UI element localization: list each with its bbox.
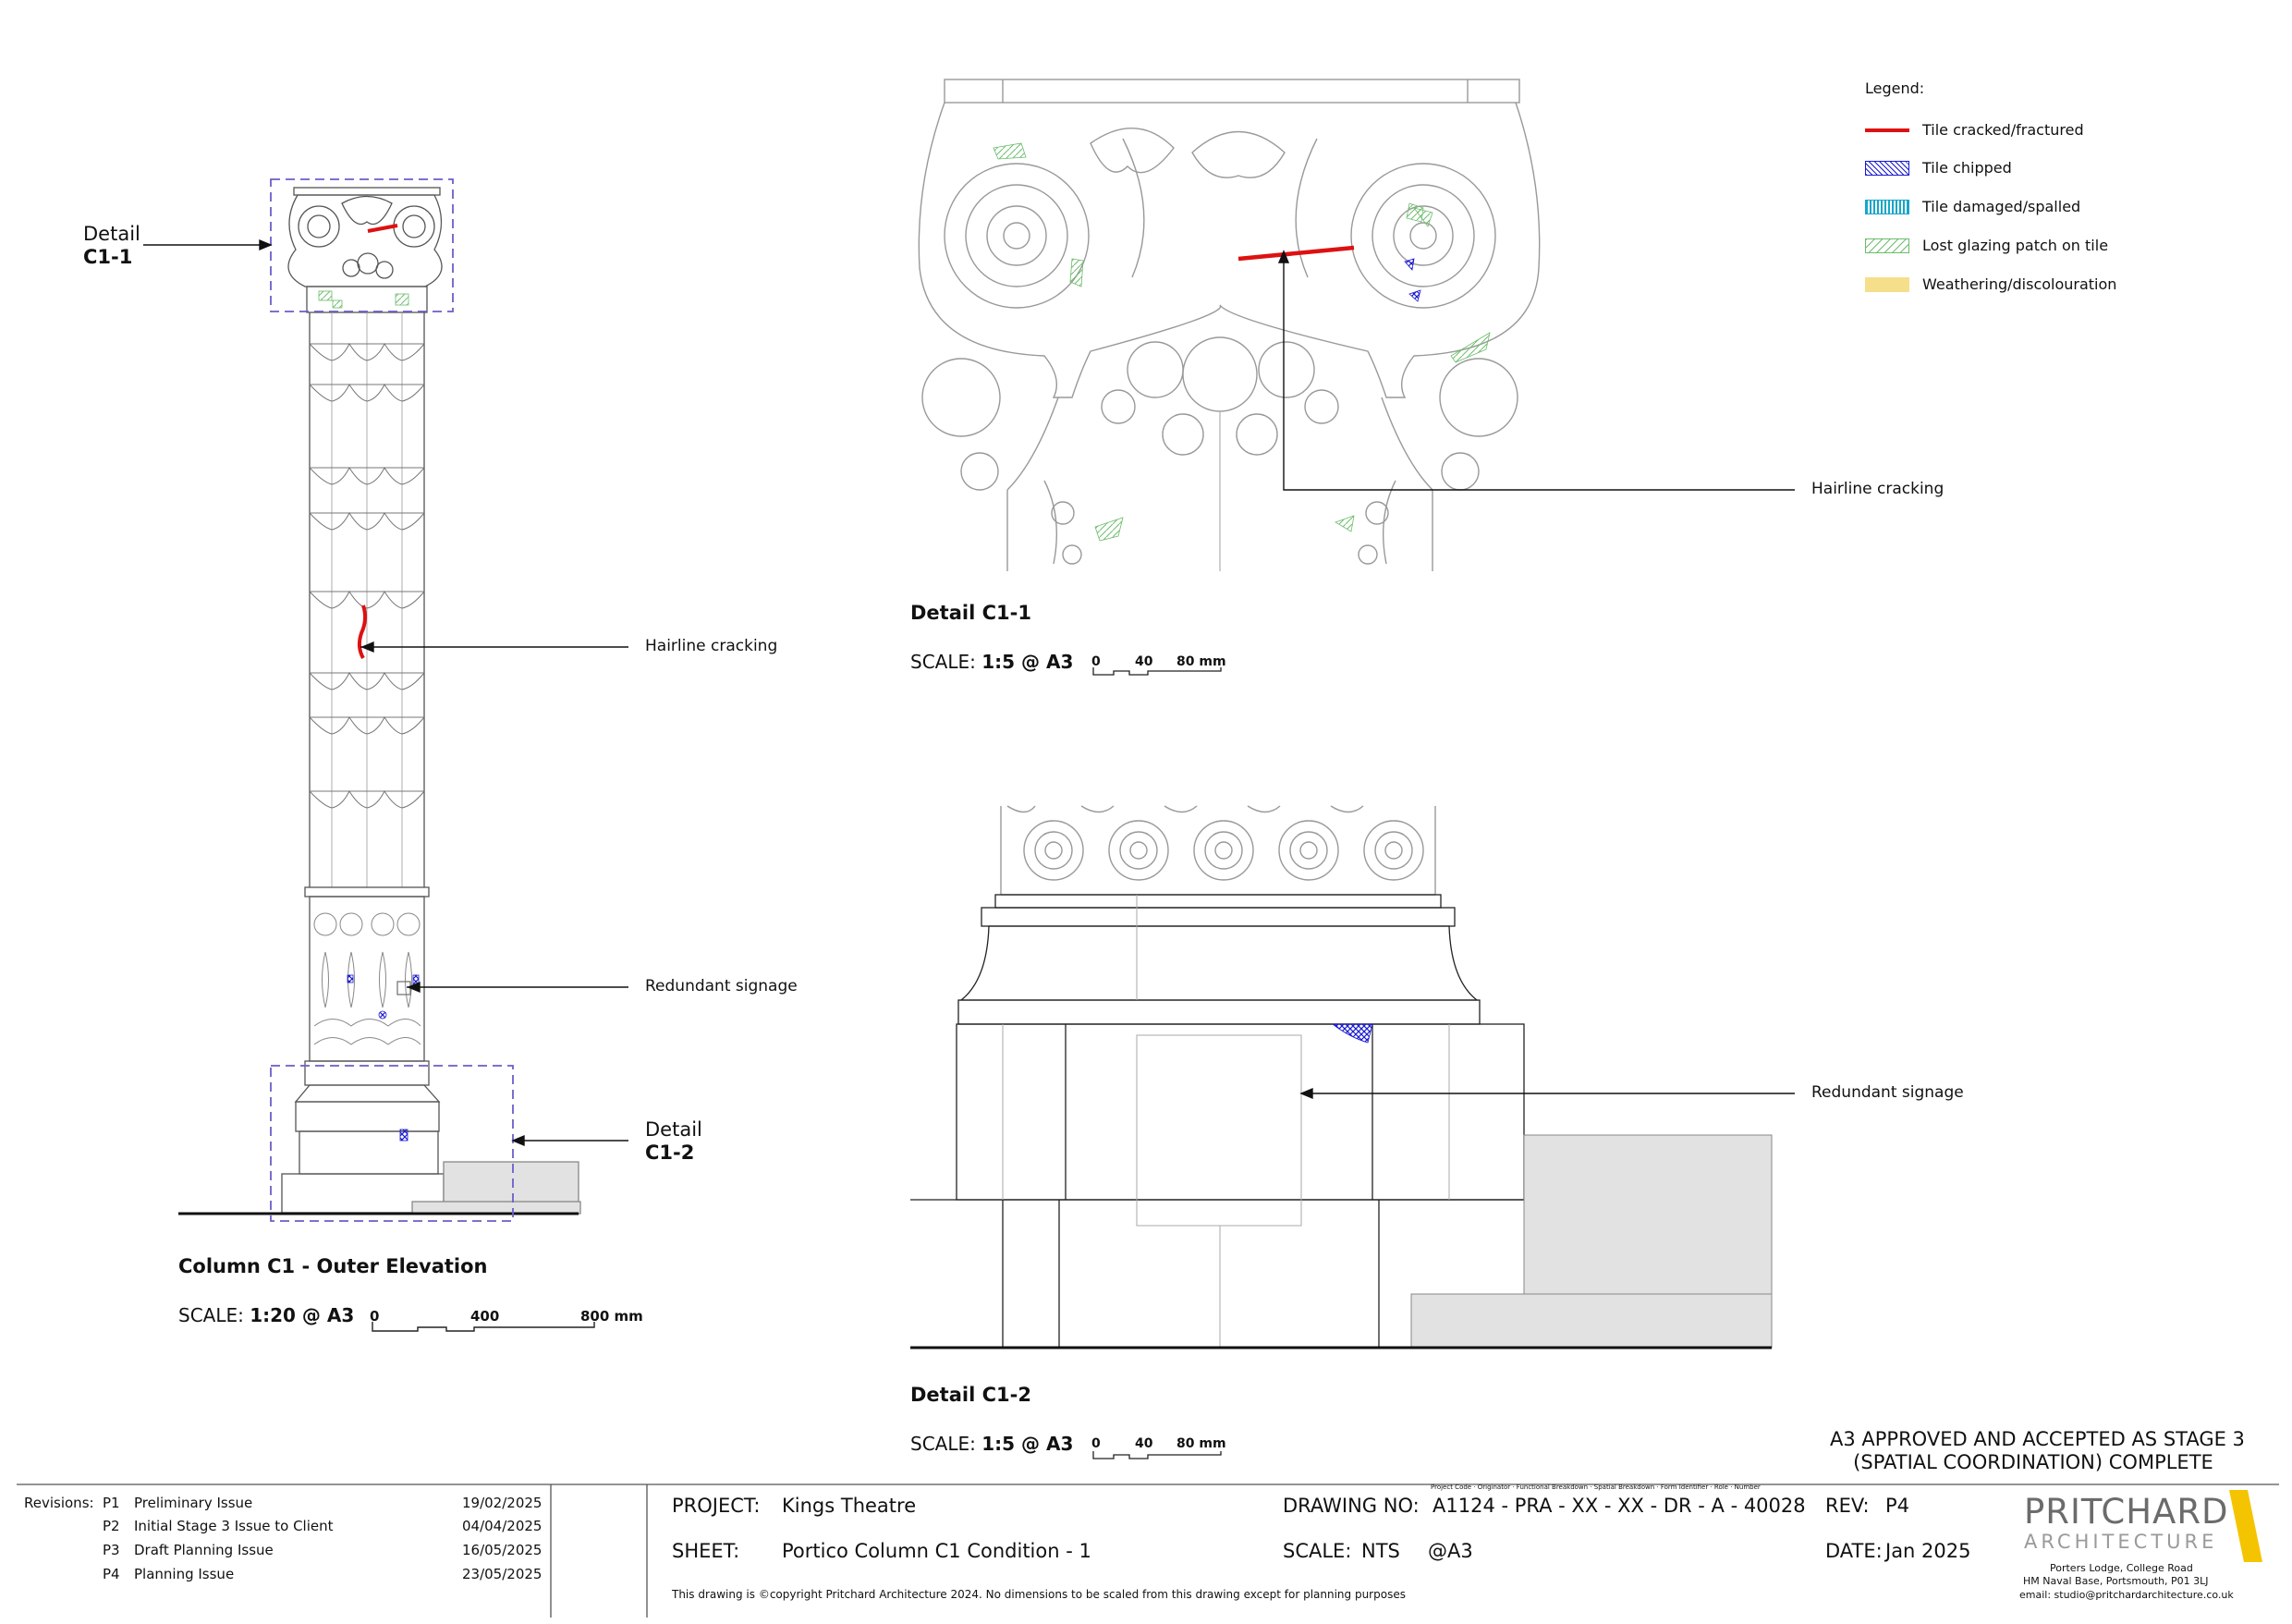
copyright-note: This drawing is ©copyright Pritchard Architecture 2024. No dimensions to be scaled from this drawing except for planning purposes (672, 1588, 1406, 1601)
detail2-signage-label: Redundant signage (1811, 1083, 1964, 1102)
revision-code: P1 (103, 1495, 120, 1511)
rev-label: REV: (1825, 1495, 1870, 1517)
legend-swatch-chipped (1865, 161, 1909, 176)
detail1-leader (1279, 251, 1795, 490)
legend-swatch-cracked (1865, 128, 1909, 132)
revision-code: P2 (103, 1518, 120, 1534)
detail2-title: Detail C1-2 (910, 1384, 1031, 1406)
elevation-scale: SCALE: 1:20 @ A3 (178, 1304, 355, 1326)
scale-value: NTS (1361, 1540, 1400, 1562)
rev-value: P4 (1885, 1495, 1910, 1517)
detail2-bar-80: 80 mm (1176, 1436, 1226, 1451)
legend-label-glazing: Lost glazing patch on tile (1922, 237, 2109, 254)
approval-line2: (SPATIAL COORDINATION) COMPLETE (1853, 1451, 2213, 1473)
approval-line1: A3 APPROVED AND ACCEPTED AS STAGE 3 (1830, 1428, 2245, 1450)
glazing-marks-elevation (319, 291, 408, 308)
date-label: DATE: (1825, 1540, 1883, 1562)
detail-c1-2-drawing (1001, 806, 1435, 895)
revision-date: 19/02/2025 (462, 1495, 543, 1511)
detail1-hairline-label: Hairline cracking (1811, 480, 1945, 498)
legend-swatch-damaged (1865, 200, 1909, 214)
scale-label: SCALE: (1283, 1540, 1352, 1562)
detail2-bar-0: 0 (1091, 1436, 1101, 1451)
revision-desc: Preliminary Issue (134, 1495, 253, 1511)
revision-code: P4 (103, 1566, 120, 1582)
logo-subline: ARCHITECTURE (2024, 1531, 2218, 1553)
elevation-bar-400: 400 (470, 1308, 500, 1325)
drawing-no-header: Project Code · Originator · Functional Breakdown · Spatial Breakdown · Form Identifier · Role · Number (1431, 1484, 1761, 1491)
revision-date: 23/05/2025 (462, 1566, 543, 1582)
detail1-title: Detail C1-1 (910, 602, 1031, 624)
chip-marks-elevation (347, 975, 419, 1141)
legend-label-cracked: Tile cracked/fractured (1922, 121, 2084, 139)
scale-paper: @A3 (1428, 1540, 1473, 1562)
sheet-name: Portico Column C1 Condition - 1 (782, 1540, 1091, 1562)
legend-label-chipped: Tile chipped (1922, 159, 2012, 177)
chip-mark-detail2 (1333, 1024, 1372, 1043)
legend-title: Legend: (1865, 79, 1925, 97)
revision-desc: Planning Issue (134, 1566, 235, 1582)
detail-c1-1-callout-line2: C1-1 (83, 246, 133, 268)
crack-mark-capital (368, 226, 397, 231)
detail1-scale: SCALE: 1:5 @ A3 (910, 651, 1074, 673)
detail2-step-lower (1411, 1294, 1772, 1348)
revision-code: P3 (103, 1542, 120, 1558)
revision-desc: Draft Planning Issue (134, 1542, 274, 1558)
revision-desc: Initial Stage 3 Issue to Client (134, 1518, 334, 1534)
elevation-title: Column C1 - Outer Elevation (178, 1255, 488, 1277)
detail2-bar-40: 40 (1135, 1436, 1153, 1451)
detail2-scale: SCALE: 1:5 @ A3 (910, 1433, 1074, 1455)
detail1-bar-40: 40 (1135, 654, 1153, 669)
elevation-hairline-label: Hairline cracking (645, 637, 778, 655)
email: email: studio@pritchardarchitecture.co.uk (2019, 1589, 2234, 1601)
detail-c1-1-box (271, 179, 453, 311)
detail-c1-2-callout-line2: C1-2 (645, 1142, 695, 1164)
legend-label-weathering: Weathering/discolouration (1922, 275, 2117, 293)
crack-mark-detail1 (1238, 248, 1354, 259)
sheet-label: SHEET: (672, 1540, 740, 1562)
detail1-bar-80: 80 mm (1176, 654, 1226, 669)
detail1-bar-0: 0 (1091, 654, 1101, 669)
revisions-label: Revisions: (24, 1495, 94, 1511)
address-line2: HM Naval Base, Portsmouth, P01 3LJ (2023, 1575, 2209, 1587)
detail2-guides (1003, 895, 1449, 1348)
elevation-bar-800: 800 mm (580, 1308, 643, 1325)
detail-c1-2-callout-line1: Detail (645, 1118, 702, 1141)
elevation-signage-label: Redundant signage (645, 977, 798, 995)
logo-accent-icon (2229, 1490, 2262, 1562)
detail-c1-1-callout-line1: Detail (83, 223, 140, 245)
column-elevation (282, 188, 580, 1214)
project-name: Kings Theatre (782, 1495, 917, 1517)
legend-swatch-weathering (1865, 277, 1909, 292)
detail2-leader (1301, 1089, 1795, 1098)
elevation-bar-0: 0 (370, 1308, 380, 1325)
date-value: Jan 2025 (1885, 1540, 1971, 1562)
legend-label-damaged: Tile damaged/spalled (1922, 198, 2081, 215)
glazing-marks-detail1 (994, 143, 1490, 541)
revision-date: 04/04/2025 (462, 1518, 543, 1534)
address-line1: Porters Lodge, College Road (2050, 1562, 2193, 1574)
detail2-base (910, 895, 1536, 1348)
project-label: PROJECT: (672, 1495, 761, 1517)
crack-mark-shaft (360, 605, 365, 658)
drawing-number: A1124 - PRA - XX - XX - DR - A - 40028 (1432, 1495, 1806, 1517)
logo-wordmark: PRITCHARD (2024, 1492, 2229, 1532)
legend-swatch-glazing (1865, 238, 1909, 253)
revision-date: 16/05/2025 (462, 1542, 543, 1558)
detail2-scale-bar (1093, 1451, 1221, 1459)
drawing-no-label: DRAWING NO: (1283, 1495, 1420, 1517)
elevation-leaders (143, 240, 628, 1145)
